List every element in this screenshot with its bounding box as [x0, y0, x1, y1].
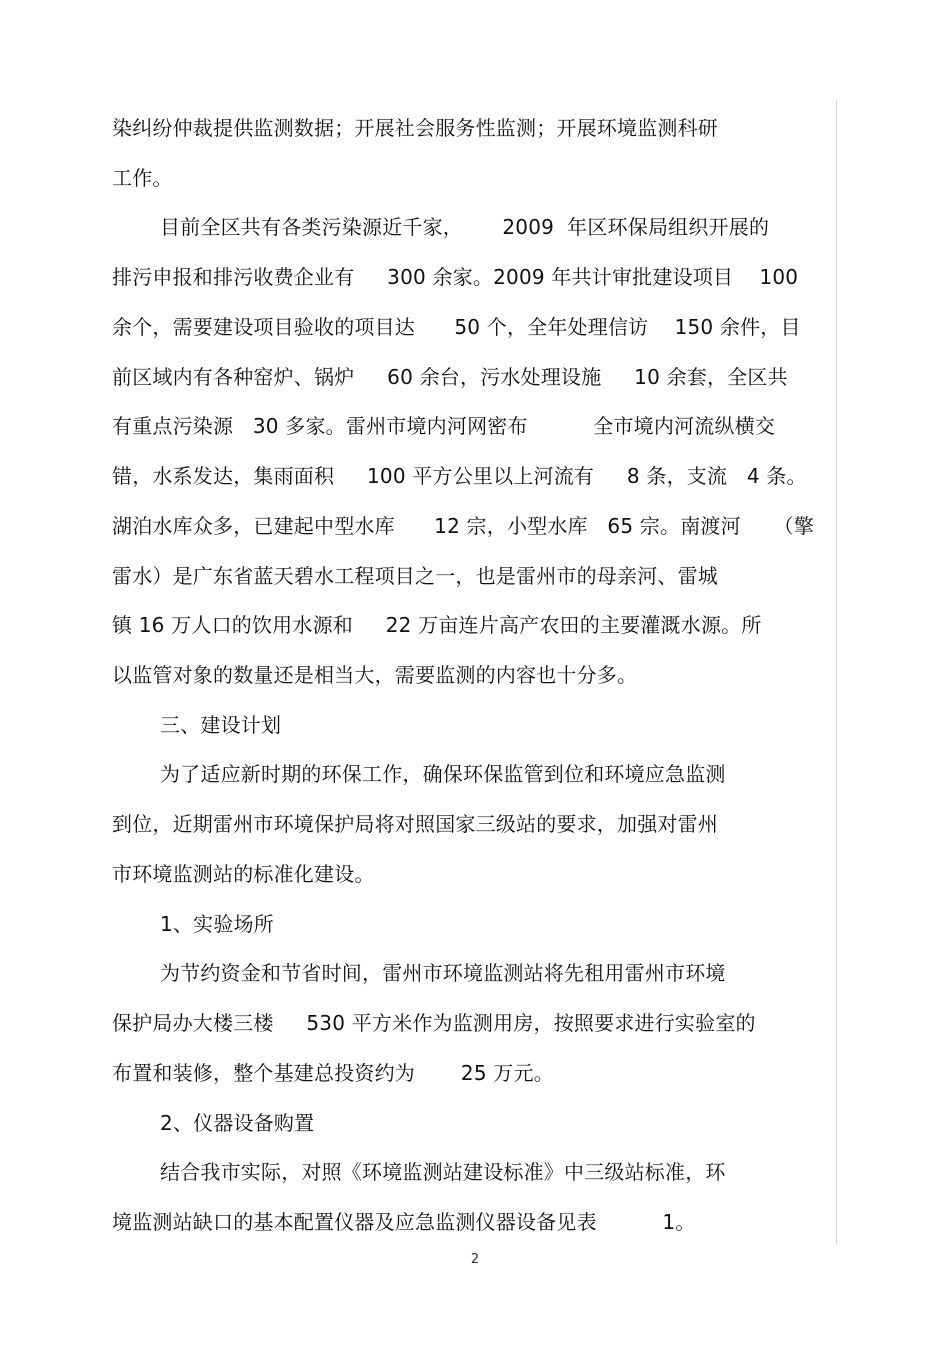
text-line: 前区域内有各种窑炉、锅炉 60 余台，污水处理设施 10 余套，全区共	[112, 365, 788, 389]
text-line: 湖泊水库众多，已建起中型水库 12 宗，小型水库 65 宗。南渡河 （擎	[112, 514, 815, 538]
subsection-heading: 2、仪器设备购置	[160, 1111, 315, 1135]
text-line: 错，水系发达，集雨面积 100 平方公里以上河流有 8 条，支流 4 条。	[112, 464, 807, 488]
text-line: 有重点污染源 30 多家。雷州市境内河网密布 全市境内河流纵横交	[112, 414, 776, 438]
text-line: 染纠纷仲裁提供监测数据；开展社会服务性监测；开展环境监测科研	[112, 116, 718, 140]
text-line: 排污申报和排污收费企业有 300 余家。2009 年共计审批建设项目 100	[112, 265, 799, 289]
text-line: 境监测站缺口的基本配置仪器及应急监测仪器设备见表 1。	[112, 1210, 696, 1234]
paragraph-first-line: 结合我市实际，对照《环境监测站建设标准》中三级站标准，环	[160, 1160, 726, 1184]
text-line: 市环境监测站的标准化建设。	[112, 862, 375, 886]
paragraph-first-line: 目前全区共有各类污染源近千家， 2009 年区环保局组织开展的	[160, 215, 770, 239]
page-number: 2	[470, 1252, 480, 1267]
text-line: 保护局办大楼三楼 530 平方米作为监测用房，按照要求进行实验室的	[112, 1011, 756, 1035]
text-line: 雷水）是广东省蓝天碧水工程项目之一，也是雷州市的母亲河、雷城	[112, 564, 718, 588]
section-heading: 三、建设计划	[160, 713, 282, 737]
paragraph-first-line: 为了适应新时期的环保工作，确保环保监管到位和环境应急监测	[160, 762, 726, 786]
page-margin-rule	[836, 100, 837, 1245]
text-line: 余个，需要建设项目验收的项目达 50 个，全年处理信访 150 余件，目	[112, 315, 801, 339]
text-line: 以监管对象的数量还是相当大，需要监测的内容也十分多。	[112, 663, 638, 687]
text-line: 布置和装修，整个基建总投资约为 25 万元。	[112, 1061, 554, 1085]
subsection-heading: 1、实验场所	[160, 912, 274, 936]
paragraph-first-line: 为节约资金和节省时间，雷州市环境监测站将先租用雷州市环境	[160, 961, 726, 985]
text-line: 到位，近期雷州市环境保护局将对照国家三级站的要求，加强对雷州	[112, 812, 718, 836]
text-line: 工作。	[112, 166, 173, 190]
text-line: 镇 16 万人口的饮用水源和 22 万亩连片高产农田的主要灌溉水源。所	[112, 613, 762, 637]
